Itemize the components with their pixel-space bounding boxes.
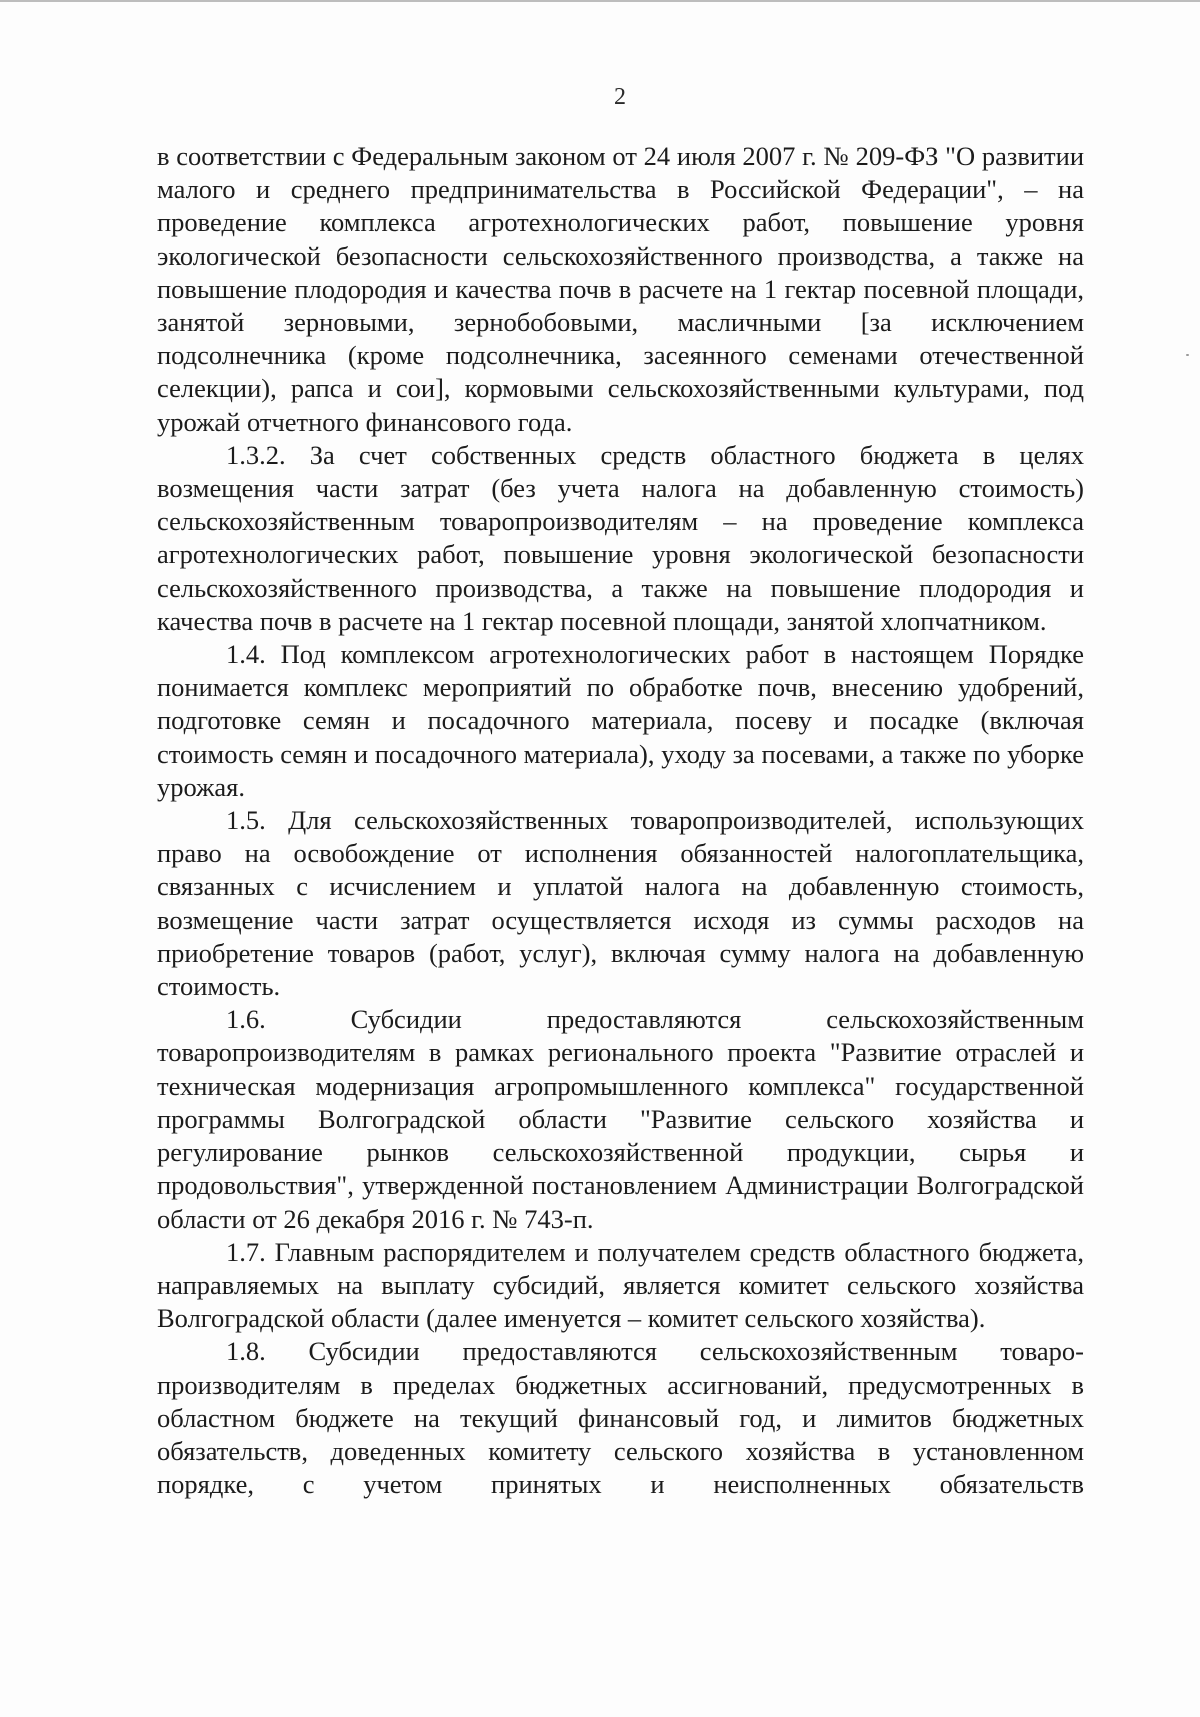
paragraph-1-7: 1.7. Главным распорядителем и получателем средств областного бюджета, направляемых на выплату субсидий, является комитет сельского хозяйства Волгоградской области (далее именуется – комитет сельского хозяйства). [157,1236,1084,1334]
paragraph-1-4: 1.4. Под комплексом агротехнологических работ в настоящем Порядке понимается комплекс мероприятий по обработке почв, внесению удобрений, подготовке семян и посадочного материала, посеву и посадке (включая стоимость семян и посадочного материала), уходу за посевами, а также по уборке урожая. [157,639,1084,802]
paragraph-1-6: 1.6. Субсидии предоставляются сельскохозяйственным товаропроизводителям в рамках регионального проекта "Развитие отраслей и техническая модернизация агропромышленного комплекса" государственной программы Волгоградской области "Развитие сельского хозяйства и регулирование рынков сельскохозяйственной продукции, сырья и продовольствия", утвержденной постановлением Администрации Волгоградской области от 26 декабря 2016 г. № 743-п. [157,1004,1084,1234]
paragraph-1-3-2: 1.3.2. За счет собственных средств областного бюджета в целях возмещения части затрат (без учета налога на добавленную стоимость) сельскохозяйственным товаропроизводителям – на проведение комплекса агротехнологических работ, повышение уровня экологической безопасности сельскохозяйственного производства, а также на повышение плодородия и качества почв в расчете на 1 гектар посевной площади, занятой хлопчатником. [157,439,1084,636]
paragraph-continuation: в соответствии с Федеральным законом от 24 июля 2007 г. № 209-ФЗ "О развитии малого и среднего предпринимательства в Российской Федерации", – на проведение комплекса агротехнологических работ, повышение уровня экологической безопасности сельскохозяйственного производства, а также на повышение плодородия и качества почв в расчете на 1 гектар посевной площади, занятой зерновыми, зернобобовыми, масличными [за исключением подсолнечника (кроме подсолнечника, засеянного семенами отечественной селекции), рапса и сои], кормовыми сельскохозяйственными культурами, под урожай отчетного финансового года. [157,141,1084,437]
paragraph-1-8: 1.8. Субсидии предоставляются сельскохозяйственным товаро-производителям в пределах бюджетных ассигнований, предусмотренных в областном бюджете на текущий финансовый год, и лимитов бюджетных обязательств, доведенных комитету сельского хозяйства в установленном порядке, с учетом принятых и неисполненных обязательств [157,1336,1084,1500]
document-body [157,140,1084,1501]
paragraph-1-5: 1.5. Для сельскохозяйственных товаропроизводителей, использующих право на освобождение от исполнения обязанностей налогоплательщика, связанных с исчислением и уплатой налога на добавленную стоимость, возмещение части затрат осуществляется исходя из суммы расходов на приобретение товаров (работ, услуг), включая сумму налога на добавленную стоимость. [157,805,1084,1002]
page-number: 2 [614,84,626,110]
scan-speck [1186,354,1189,356]
